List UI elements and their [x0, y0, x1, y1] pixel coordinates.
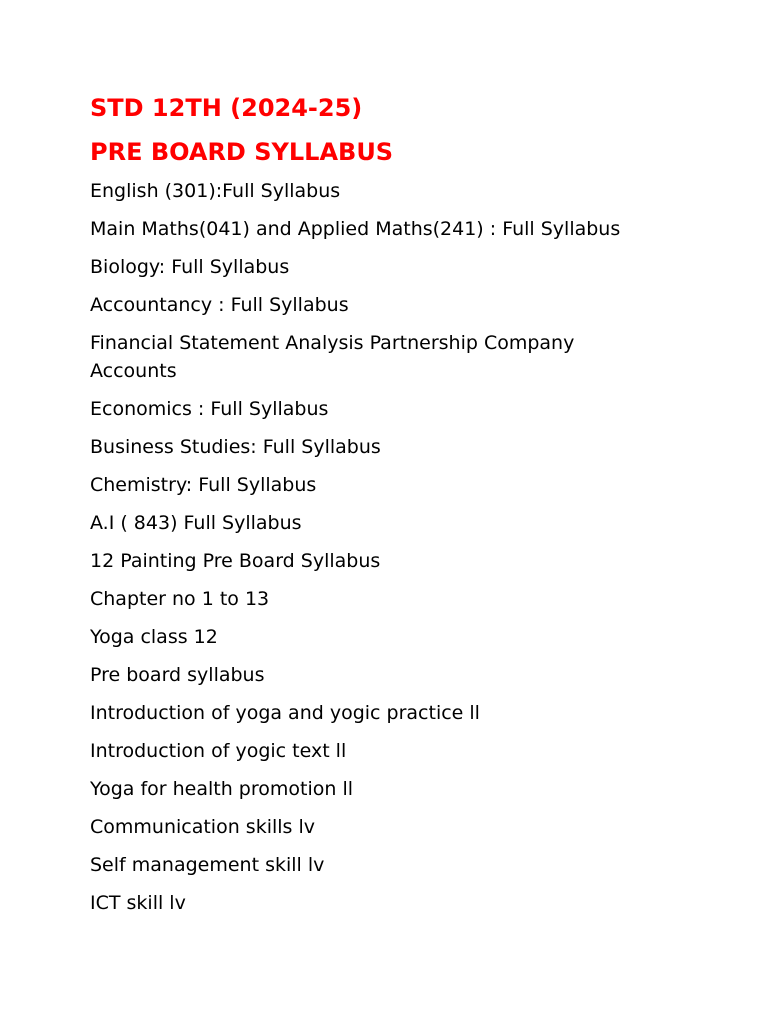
syllabus-line-painting: 12 Painting Pre Board Syllabus: [90, 550, 381, 572]
syllabus-line-economics: Economics : Full Syllabus: [90, 398, 329, 420]
syllabus-line-accountancy: Accountancy : Full Syllabus: [90, 294, 349, 316]
syllabus-list: [90, 177, 690, 917]
syllabus-line-yoga-intro-practice: Introduction of yoga and yogic practice ll: [90, 702, 480, 724]
document-title: STD 12TH (2024-25): [90, 94, 363, 122]
syllabus-line-financial-statement: Financial Statement Analysis Partnership Company Accounts: [90, 332, 575, 382]
document-subtitle: PRE BOARD SYLLABUS: [90, 138, 394, 166]
syllabus-line-self-management: Self management skill lv: [90, 854, 325, 876]
syllabus-line-business-studies: Business Studies: Full Syllabus: [90, 436, 381, 458]
syllabus-line-english: English (301):Full Syllabus: [90, 180, 341, 202]
syllabus-line-yoga-intro-text: Introduction of yogic text ll: [90, 740, 347, 762]
syllabus-line-chemistry: Chemistry: Full Syllabus: [90, 474, 317, 496]
document-page: [90, 91, 690, 927]
syllabus-line-maths: Main Maths(041) and Applied Maths(241) : Full Syllabus: [90, 218, 621, 240]
syllabus-line-yoga-class: Yoga class 12: [90, 626, 218, 648]
syllabus-line-ict-skill: ICT skill lv: [90, 892, 186, 914]
syllabus-line-painting-chapters: Chapter no 1 to 13: [90, 588, 270, 610]
syllabus-line-ai: A.I ( 843) Full Syllabus: [90, 512, 302, 534]
syllabus-line-yoga-preboard: Pre board syllabus: [90, 664, 265, 686]
syllabus-line-communication-skills: Communication skills lv: [90, 816, 315, 838]
syllabus-line-biology: Biology: Full Syllabus: [90, 256, 290, 278]
syllabus-line-yoga-health: Yoga for health promotion ll: [90, 778, 354, 800]
